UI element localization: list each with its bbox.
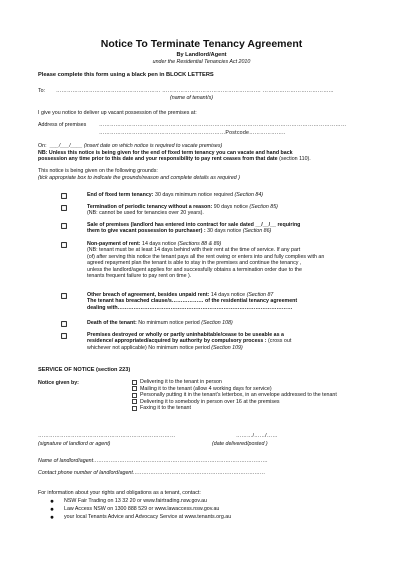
ground-detail: 14 days notice: [209, 292, 247, 298]
checkbox-icon: [61, 321, 67, 327]
address-field[interactable]: ………………………………………………………………………………………………………………………: [99, 122, 347, 128]
small-checkbox-icon: [132, 406, 137, 411]
ground-line: [87, 222, 300, 228]
ground-label: End of fixed term tenancy:: [87, 192, 154, 198]
ground-detail: whichever not applicable) No minimum notice period: [87, 344, 212, 351]
landlord-name-field[interactable]: Name of landlord/agent………………………………………………………………………………………: [38, 458, 268, 464]
ground-label: dealing with………………………………………………………………………………………: [87, 304, 293, 311]
checkbox-icon: [61, 205, 67, 211]
bullet-icon: [50, 514, 54, 522]
service-option-checkbox[interactable]: [132, 406, 137, 413]
ground-line: [87, 254, 324, 260]
small-checkbox-icon: [132, 399, 137, 404]
ground-detail: (NB: tenant must be at least 14 days behind with their rent at the time of service. If any part: [87, 247, 301, 254]
ground-label: Premises destroyed or wholly or partly uninhabitable/cease to be useable as a: [87, 332, 284, 338]
ground-section: (Section 109): [211, 344, 243, 351]
instruction-text: Please complete this form using a black pen in BLOCK LETTERS: [38, 72, 214, 78]
service-option-label: Personally putting it in the tenant's letterbox, in an envelope addressed to the tenant: [140, 392, 337, 399]
service-option-label: Mailing it to the tenant (allow 4 working days for service): [140, 385, 272, 392]
ground-checkbox[interactable]: [61, 242, 67, 250]
ground-section: (Section 84): [234, 192, 264, 198]
grounds-intro: This notice is being given on the following grounds:: [38, 168, 158, 174]
tenant-caption: (name of tenant/s): [170, 95, 213, 101]
checkbox-icon: [61, 223, 67, 229]
ground-checkbox[interactable]: [61, 321, 67, 329]
info-lead: For information about your rights and obligations as a tenant, contact:: [38, 490, 201, 496]
ground-label: Sale of premises (landlord has entered into contract for sale dated __/__/__ requiring: [87, 222, 301, 228]
ground-line: [87, 338, 291, 344]
ground-section: (Section 108): [201, 320, 233, 326]
service-option-label: Faxing it to the tenant: [140, 405, 191, 412]
info-contact-item: Law Access NSW on 1300 888 529 or www.lawaccess.nsw.gov.au: [64, 506, 220, 513]
small-checkbox-icon: [132, 393, 137, 398]
postcode-field[interactable]: ……………………………………………………………Postcode………………..: [99, 130, 286, 136]
ground-line: [87, 204, 278, 210]
ground-label: residence/ appropriated/acquired by authority by compulsory process :: [87, 338, 267, 345]
ground-line: [87, 332, 284, 338]
ground-detail: unless the landlord/agent applies for and successfully obtains a termination order due to the: [87, 266, 302, 273]
ground-line: [87, 228, 271, 234]
ground-detail: 90 days notice: [212, 204, 250, 210]
service-heading: SERVICE OF NOTICE (section 223): [38, 367, 131, 373]
ground-detail: (of) after serving this notice the tenant pays all the rent owing or enters into and fully complies with an: [87, 253, 325, 260]
notice-given-by-label: Notice given by:: [38, 380, 79, 386]
vacate-date-field[interactable]: ___/___/____ (insert date on which notice is required to vacate premises): [50, 143, 223, 149]
ground-line: [87, 320, 233, 326]
bullet-icon: [50, 506, 54, 514]
ground-detail: (NB: cannot be used for tenancies over 20 years).: [87, 210, 204, 217]
ground-label: Non-payment of rent:: [87, 241, 141, 247]
ground-checkbox[interactable]: [61, 193, 67, 201]
ground-section: (Section 85): [249, 204, 278, 210]
give-notice-text: I give you notice to deliver up vacant possession of the premises at:: [38, 110, 197, 116]
ground-line: [87, 267, 302, 273]
ground-detail: agreed repayment plan the tenant is able to stay in the premises and continue the tenancy ,: [87, 260, 302, 267]
address-label: Address of premises: [38, 122, 87, 128]
ground-line: [87, 345, 243, 351]
ground-section: (Section 86): [242, 228, 272, 235]
ground-checkbox[interactable]: [61, 205, 67, 213]
ground-detail: tenants frequent failure to pay rent on time ).: [87, 273, 192, 279]
checkbox-icon: [61, 193, 67, 199]
ground-line: [87, 210, 204, 216]
info-contact-item: NSW Fair Trading on 13 32 20 or www.fairtrading.nsw.gov.au: [64, 498, 207, 504]
ground-section: (Section 87: [246, 292, 274, 298]
ground-detail: 30 days minimum notice required: [153, 192, 235, 198]
nb-line-2: possession any time prior to this date and your responsibility to pay rent ceases from that date: [38, 156, 278, 162]
ground-checkbox[interactable]: [61, 223, 67, 231]
to-field[interactable]: ………………………………………………… ……………………………………………… ………………………………...: [56, 88, 334, 94]
signature-field[interactable]: …………………………………………………………………: [38, 433, 176, 439]
bullet-icon: [50, 498, 54, 506]
ground-detail: 14 days notice: [140, 241, 178, 247]
by-line: By Landlord/Agent: [176, 52, 227, 58]
small-checkbox-icon: [132, 386, 137, 391]
on-label: On:: [38, 143, 47, 149]
ground-checkbox[interactable]: [61, 333, 67, 341]
nb-line-1: NB: Unless this notice is being given for the end of fixed term tenancy you can vacate and hand back: [38, 150, 293, 156]
date-caption: (date delivered/posted ): [212, 441, 268, 447]
small-checkbox-icon: [132, 380, 137, 385]
checkbox-icon: [61, 333, 67, 339]
ground-label: Other breach of agreement, besides unpaid rent:: [87, 292, 210, 298]
checkbox-icon: [61, 293, 67, 299]
ground-line: [87, 247, 300, 253]
info-contact-item: your local Tenants Advice and Advocacy Service at www.tenants.org.au: [64, 514, 232, 521]
ground-detail: 30 days notice: [205, 228, 243, 235]
service-option-label: Delivering it to somebody in person over 16 at the premises: [140, 398, 280, 405]
ground-label: Death of the tenant:: [87, 320, 137, 326]
ground-label: The tenant has breached clause/s……………… of the residential tenancy agreement: [87, 298, 298, 305]
to-label: To:: [38, 88, 46, 94]
signature-caption: (signature of landlord or agent): [38, 441, 111, 447]
ground-detail: No minimum notice period: [136, 320, 202, 326]
ground-line: [87, 260, 301, 266]
ground-label: them to give vacant possession to purchaser) :: [87, 228, 206, 235]
ground-line: [87, 298, 297, 304]
contact-phone-field[interactable]: Contact phone number of landlord/agent…………………………………………………………………: [38, 470, 266, 476]
ground-checkbox[interactable]: [61, 293, 67, 301]
service-option-label: Delivering it to the tenant in person: [140, 379, 222, 385]
document-title: Notice To Terminate Tenancy Agreement: [100, 38, 303, 50]
tick-instruction: (tick appropriate box to indicate the grounds/reason and complete details as required ): [38, 175, 240, 181]
ground-line: [87, 241, 221, 247]
ground-label: Termination of periodic tenancy without a reason:: [87, 204, 213, 210]
ground-line: [87, 292, 273, 298]
date-delivered-field[interactable]: ………/……/……: [236, 433, 278, 439]
ground-line: [87, 273, 191, 279]
ground-line: [87, 192, 263, 198]
nb-section: (section 110).: [279, 156, 311, 162]
ground-detail: (cross out: [266, 338, 292, 345]
act-line: under the Residential Tenancies Act 2010: [152, 59, 251, 65]
ground-line: [87, 305, 292, 311]
checkbox-icon: [61, 242, 67, 248]
ground-section: (Sections 88 & 89): [177, 241, 222, 247]
